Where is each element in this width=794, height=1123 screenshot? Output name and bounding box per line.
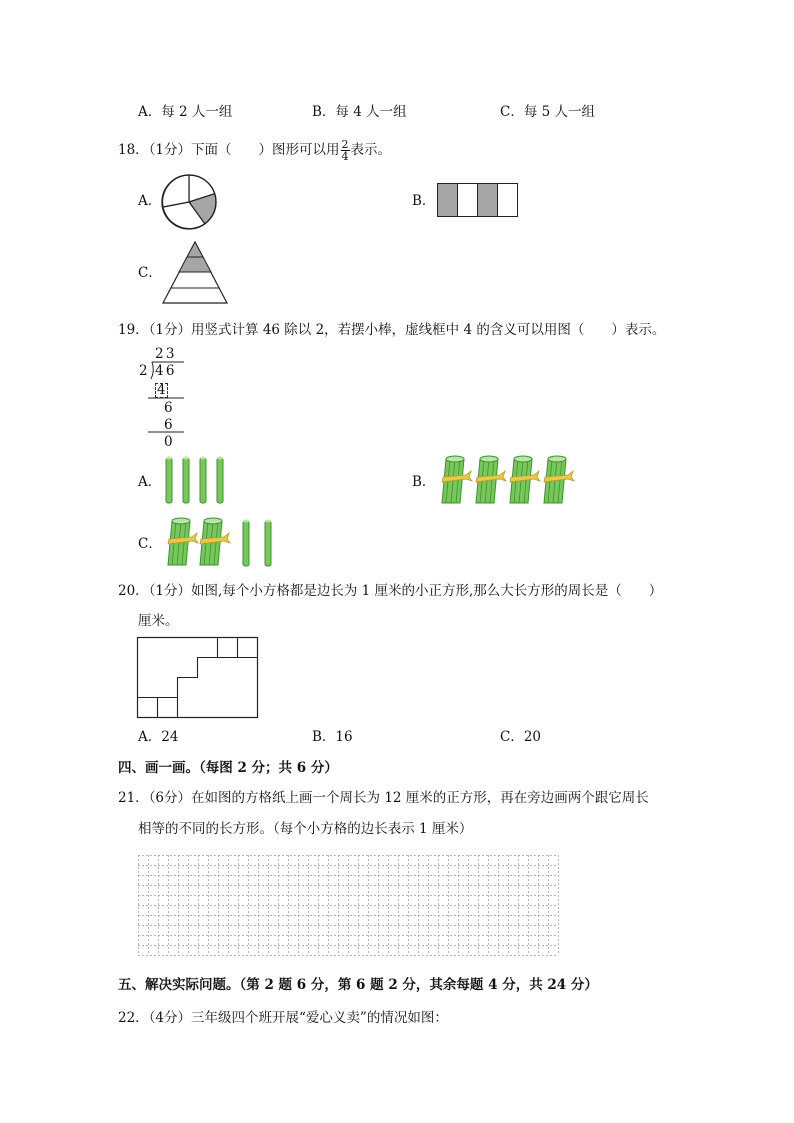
division-remainder: 0	[164, 434, 173, 450]
single-stick	[200, 457, 206, 504]
q19-option-b-label: B．	[412, 474, 436, 490]
q19-option-a-label: A．	[138, 474, 162, 490]
q20-staircase-figure	[137, 637, 261, 719]
q20-option-a: A．24	[138, 729, 179, 745]
division-dashed-box: 4	[157, 382, 166, 398]
q21-grid-paper[interactable]	[138, 855, 560, 959]
q21-stem-line2: 相等的不同的长方形。（每个小方格的边长表示 1 厘米）	[138, 821, 473, 837]
q19-bundles-figure	[438, 455, 578, 507]
stick-bundle	[476, 456, 506, 503]
single-stick	[166, 457, 172, 504]
q18-circle-figure	[160, 173, 218, 231]
q20-option-c: C．20	[500, 729, 542, 745]
q18-stem: 18．（1分）下面（ ）图形可以用 $\frac{2}{4}$ 表示。	[118, 138, 392, 163]
q22-stem: 22．（4分）三年级四个班开展“爱心义卖”的情况如图：	[118, 1010, 448, 1026]
section-4-title: 四、画一画。（每图 2 分；共 6 分）	[118, 760, 338, 776]
q20-stem-line2: 厘米。	[138, 613, 179, 629]
q17-option-a: A．每 2 人一组	[138, 104, 233, 120]
q19-single-sticks-figure	[162, 455, 232, 507]
division-divisor: 2	[139, 363, 148, 379]
stick-bundle	[544, 456, 574, 503]
q18-rectangle-figure	[437, 183, 521, 219]
q19-stem: 19．（1分）用竖式计算 46 除以 2，若摆小棒，虚线框中 4 的含义可以用图（ ）表示。	[118, 322, 666, 338]
single-stick	[183, 457, 189, 504]
q18-option-b-label: B．	[412, 193, 436, 209]
long-division	[138, 345, 188, 449]
q20-stem-line1: 20．（1分）如图,每个小方格都是边长为 1 厘米的小正方形,那么大长方形的周长是（ ）	[118, 583, 663, 599]
single-stick	[217, 457, 223, 504]
section-5-title: 五、解决实际问题。（第 2 题 6 分，第 6 题 2 分，其余每题 4 分，共 24 分）	[118, 977, 598, 993]
single-stick	[265, 520, 271, 567]
division-quotient: 2 3	[155, 346, 174, 362]
q21-stem-line1: 21．（6分）在如图的方格纸上画一个周长为 12 厘米的正方形，再在旁边画两个跟它周长	[118, 790, 649, 806]
q17-option-b: B．每 4 人一组	[312, 104, 407, 120]
division-dividend: 4 6	[155, 363, 174, 379]
q20-option-b: B．16	[312, 729, 353, 745]
fraction-two-fourths: $\frac{2}{4}$	[341, 138, 349, 163]
stick-bundle	[200, 518, 230, 565]
q19-option-c-label: C．	[138, 536, 162, 552]
q17-option-c: C．每 5 人一组	[500, 104, 596, 120]
q19-mixed-figure	[164, 517, 284, 569]
q18-triangle-figure	[163, 240, 229, 306]
q18-option-c-label: C．	[138, 265, 162, 281]
q18-option-a-label: A．	[138, 193, 162, 209]
stick-bundle	[510, 456, 540, 503]
single-stick	[243, 520, 249, 567]
stick-bundle	[442, 456, 472, 503]
division-step-2: 6	[164, 400, 173, 416]
stick-bundle	[168, 518, 198, 565]
division-step-3: 6	[164, 417, 173, 433]
